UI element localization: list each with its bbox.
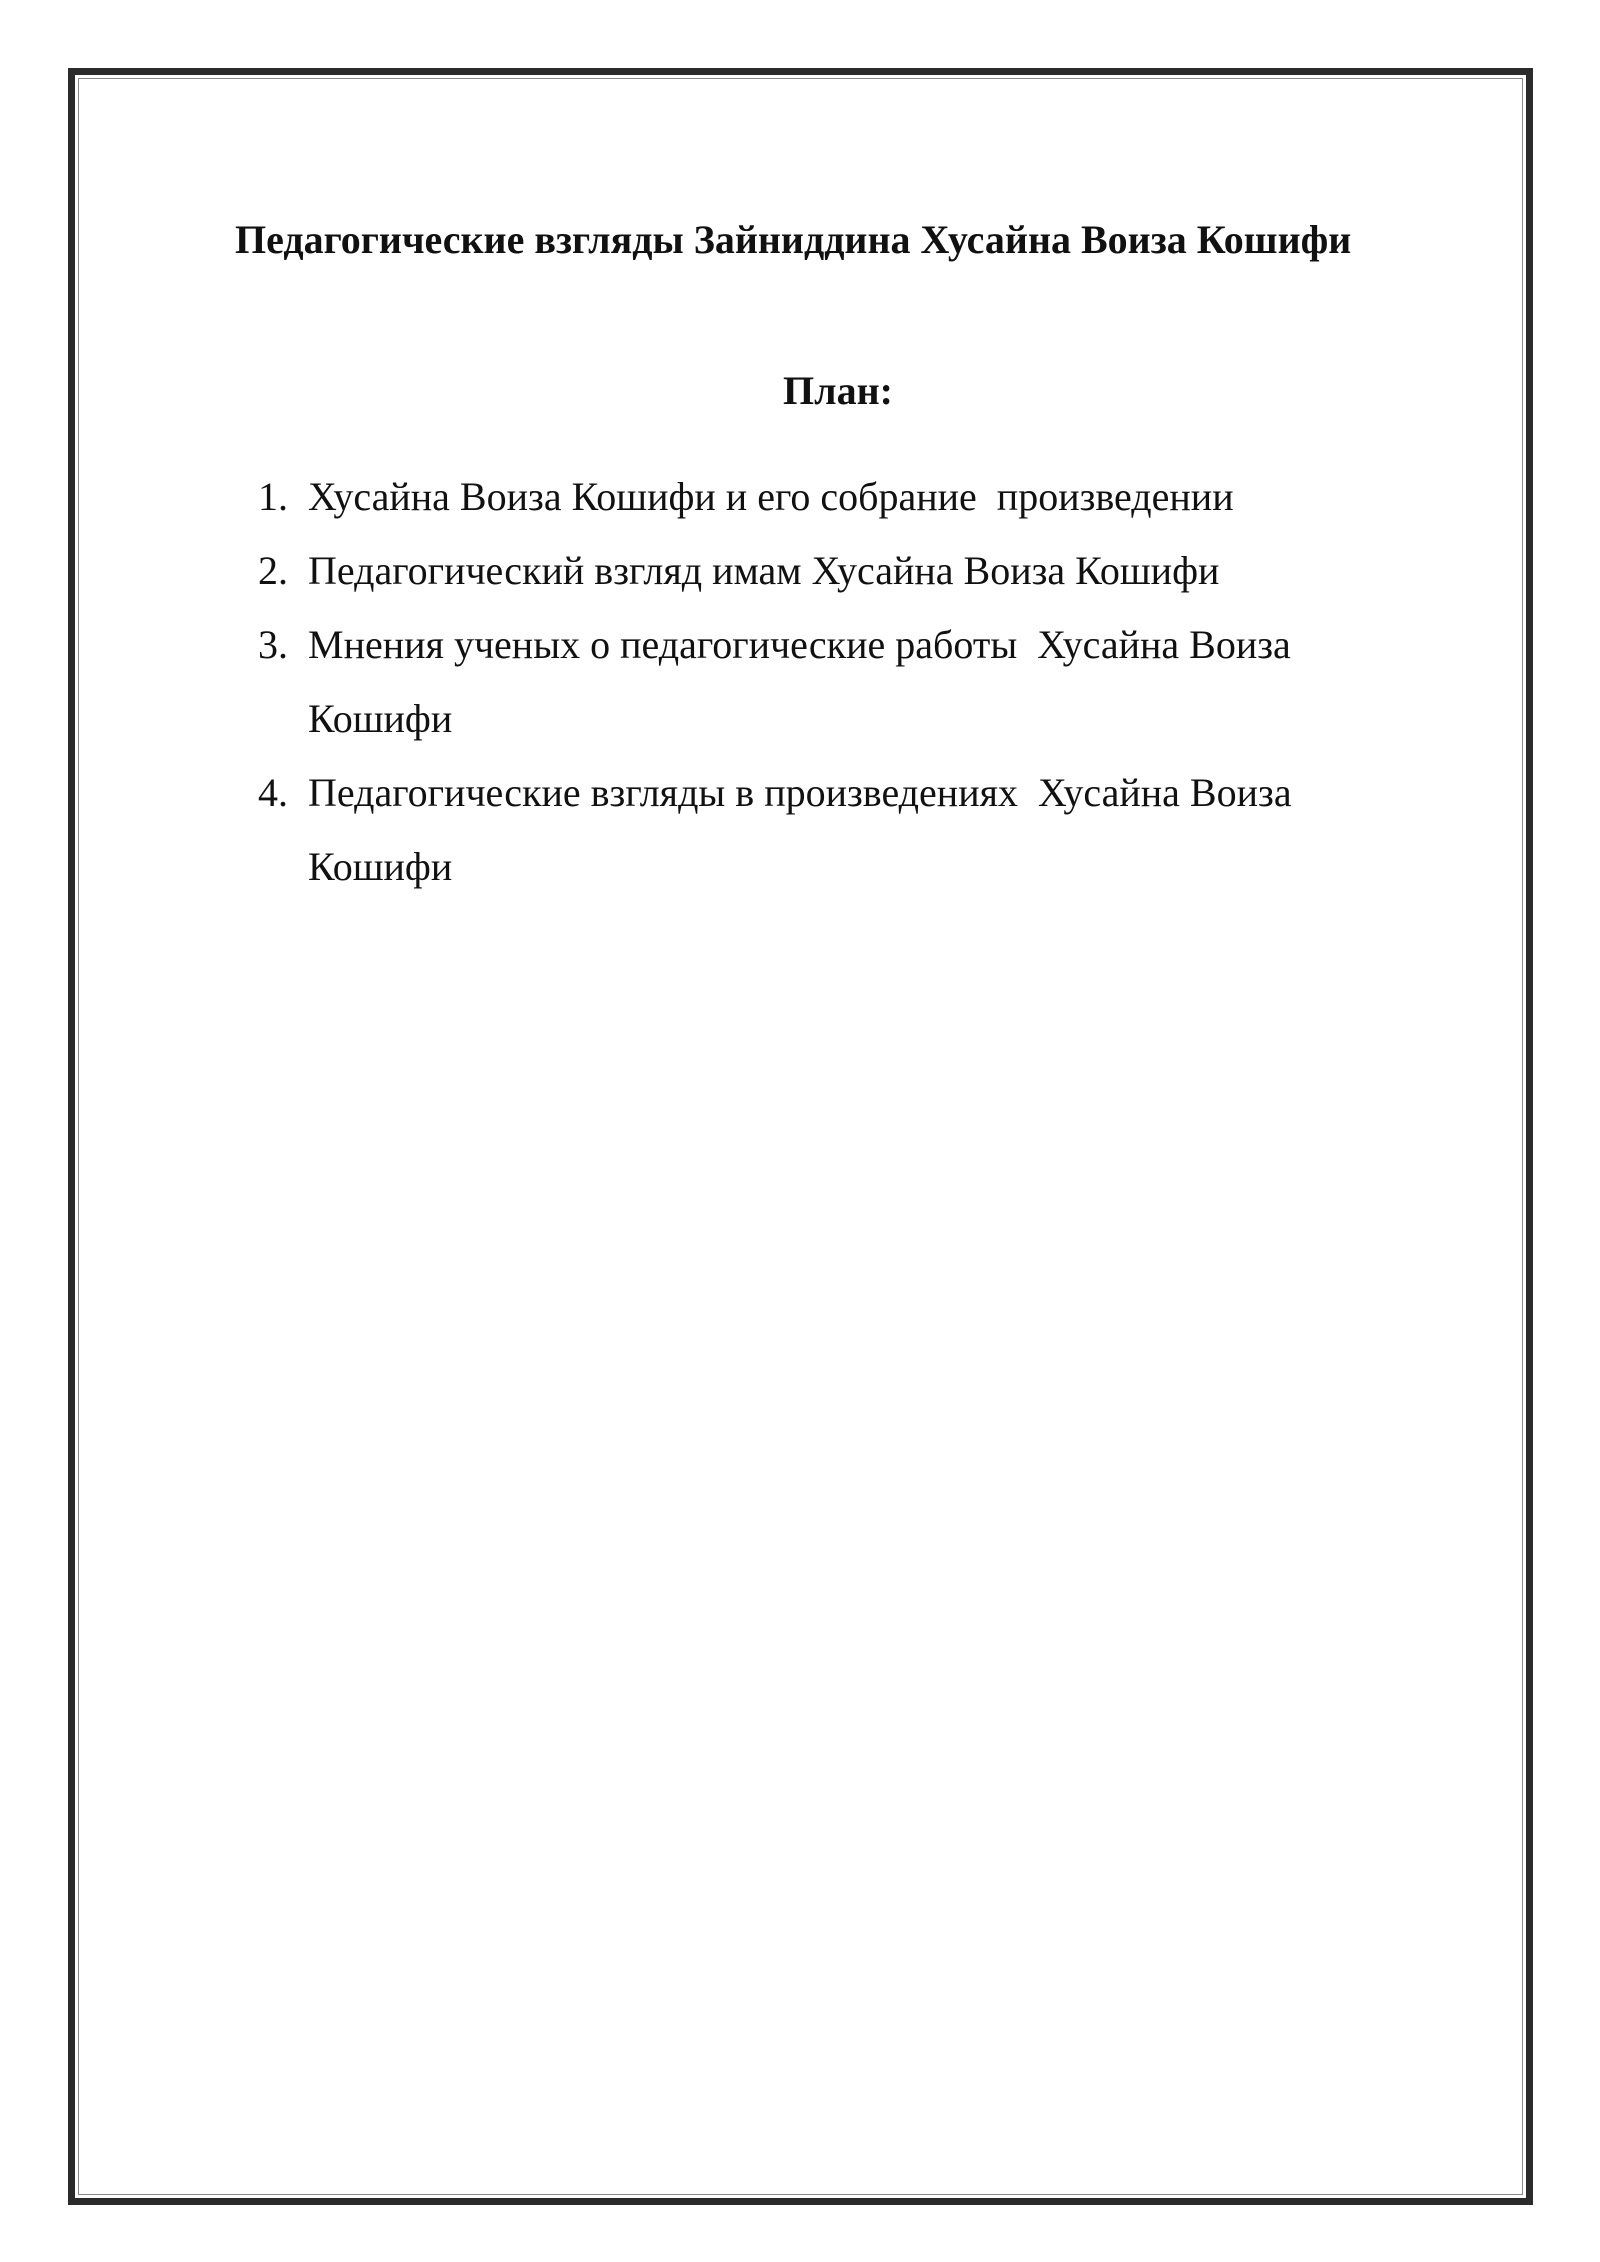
document-title: Педагогические взгляды Зайниддина Хусайна Воиза Кошифи [235,217,1352,262]
plan-item-text: Мнения ученых о педагогические работы Хусайна Воиза Кошифи [308,622,1301,741]
plan-item-number: 4. [258,770,288,815]
plan-list [258,460,1388,904]
plan-list-item [258,608,1388,756]
plan-list-item [258,756,1388,904]
plan-item-text: Педагогические взгляды в произведениях Хусайна Воиза Кошифи [308,770,1302,889]
plan-item-number: 3. [258,622,288,667]
plan-item-number: 1. [258,474,288,519]
plan-item-number: 2. [258,548,288,593]
plan-item-text: Хусайна Воиза Кошифи и его собрание произведении [308,474,1234,519]
plan-heading: План: [783,368,893,413]
plan-item-text: Педагогический взгляд имам Хусайна Воиза Кошифи [308,548,1220,593]
plan-list-item [258,534,1388,608]
plan-list-item [258,460,1388,534]
